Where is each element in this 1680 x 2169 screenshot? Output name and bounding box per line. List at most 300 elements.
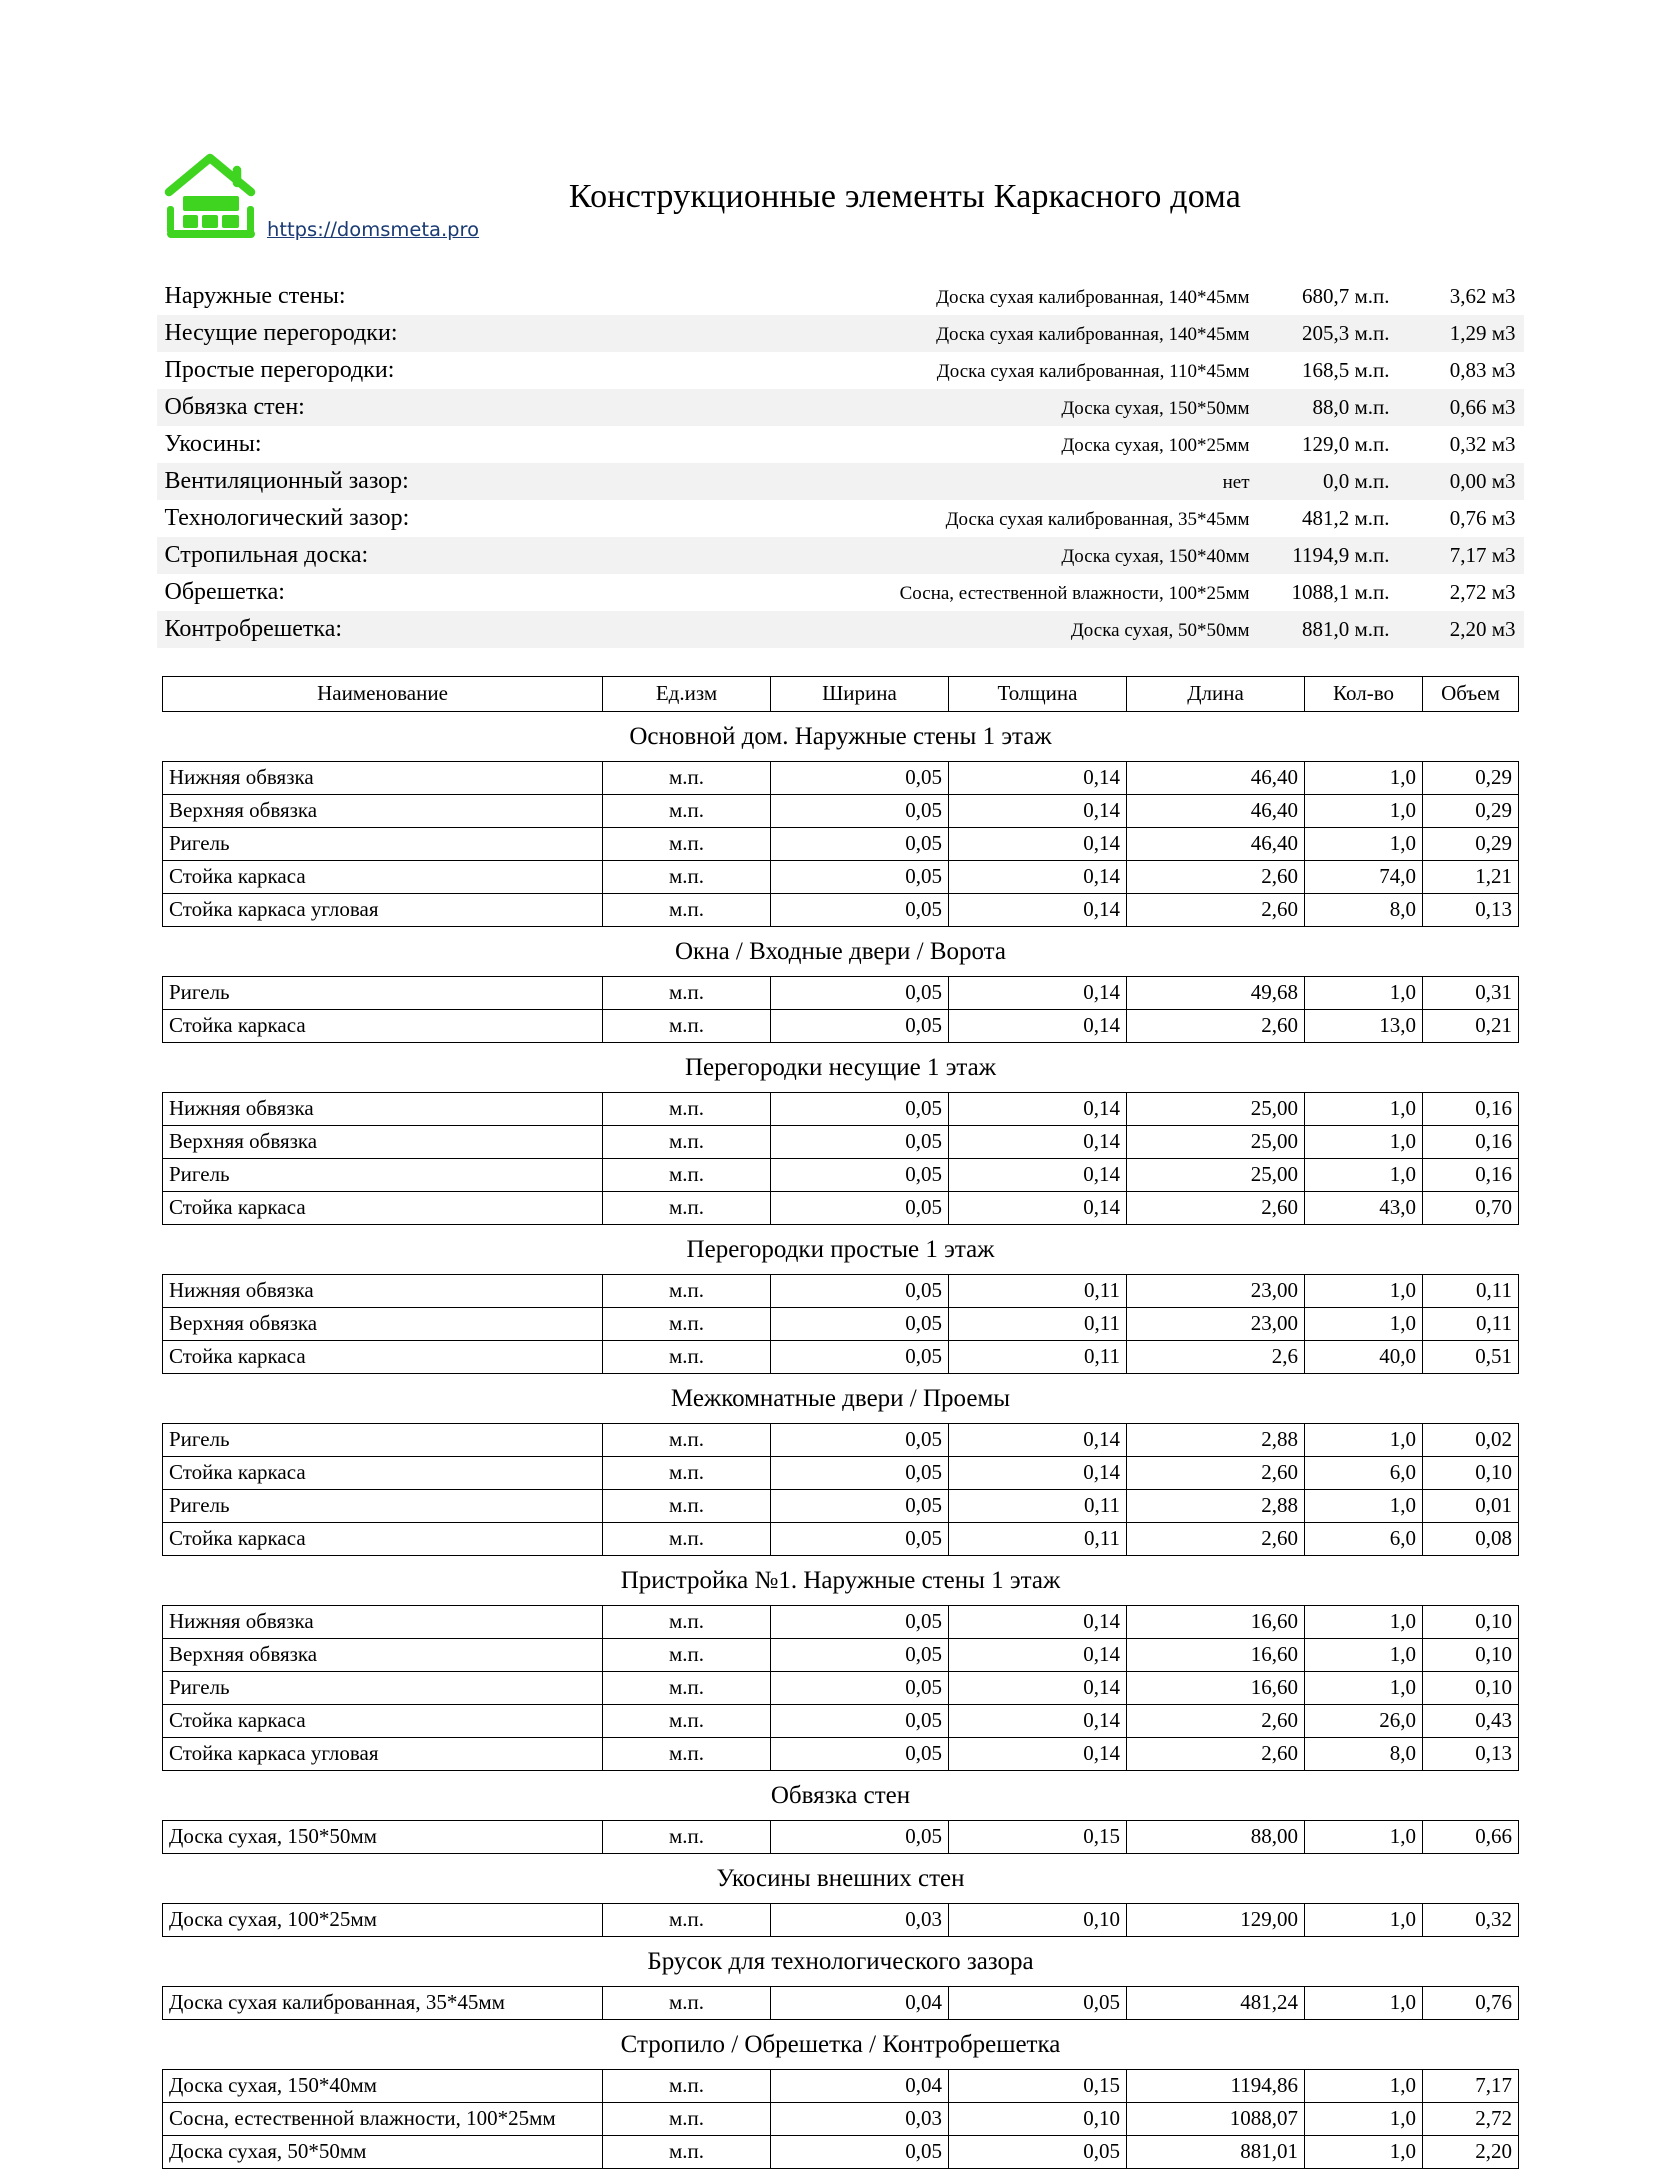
cell-length: 2,60 xyxy=(1127,1705,1305,1738)
cell-width: 0,05 xyxy=(771,1093,949,1126)
cell-name: Сосна, естественной влажности, 100*25мм xyxy=(163,2103,603,2136)
summary-label: Простые перегородки: xyxy=(164,357,395,383)
cell-unit: м.п. xyxy=(603,1159,771,1192)
cell-unit: м.п. xyxy=(603,1821,771,1854)
cell-name: Доска сухая, 150*40мм xyxy=(163,2070,603,2103)
cell-length: 2,88 xyxy=(1127,1424,1305,1457)
cell-volume: 0,70 xyxy=(1423,1192,1519,1225)
cell-quantity: 1,0 xyxy=(1305,1672,1423,1705)
column-header-1: Ед.изм xyxy=(603,677,771,712)
column-header-6: Объем xyxy=(1423,677,1519,712)
table-row xyxy=(163,1192,1519,1225)
summary-length: 205,3 м.п. xyxy=(1250,315,1396,352)
cell-thickness: 0,14 xyxy=(949,1639,1127,1672)
cell-thickness: 0,14 xyxy=(949,762,1127,795)
cell-length: 16,60 xyxy=(1127,1606,1305,1639)
section-title-row xyxy=(163,927,1519,977)
cell-length: 23,00 xyxy=(1127,1275,1305,1308)
table-row xyxy=(163,2103,1519,2136)
table-row xyxy=(163,1093,1519,1126)
summary-material: Доска сухая калиброванная, 140*45мм xyxy=(936,287,1250,308)
cell-thickness: 0,14 xyxy=(949,861,1127,894)
cell-width: 0,05 xyxy=(771,1738,949,1771)
cell-name: Стойка каркаса xyxy=(163,1523,603,1556)
section-title-row xyxy=(163,1771,1519,1821)
cell-width: 0,05 xyxy=(771,828,949,861)
cell-length: 2,60 xyxy=(1127,1457,1305,1490)
cell-width: 0,05 xyxy=(771,1424,949,1457)
table-row xyxy=(163,1424,1519,1457)
table-row xyxy=(163,894,1519,927)
summary-row xyxy=(157,389,1524,426)
cell-name: Стойка каркаса угловая xyxy=(163,1738,603,1771)
table-row xyxy=(163,1987,1519,2020)
column-header-0: Наименование xyxy=(163,677,603,712)
cell-quantity: 1,0 xyxy=(1305,2103,1423,2136)
cell-volume: 0,01 xyxy=(1423,1490,1519,1523)
cell-quantity: 8,0 xyxy=(1305,894,1423,927)
summary-length: 680,7 м.п. xyxy=(1301,284,1390,308)
table-row xyxy=(163,1457,1519,1490)
cell-unit: м.п. xyxy=(603,2103,771,2136)
cell-volume: 0,10 xyxy=(1423,1606,1519,1639)
section-title-row xyxy=(163,1043,1519,1093)
cell-quantity: 1,0 xyxy=(1305,1904,1423,1937)
cell-name: Ригель xyxy=(163,977,603,1010)
cell-name: Нижняя обвязка xyxy=(163,1275,603,1308)
cell-volume: 0,29 xyxy=(1423,795,1519,828)
cell-thickness: 0,05 xyxy=(949,2136,1127,2169)
summary-material: Доска сухая, 50*50мм xyxy=(785,611,1250,648)
table-row xyxy=(163,1010,1519,1043)
cell-quantity: 1,0 xyxy=(1305,1126,1423,1159)
cell-width: 0,05 xyxy=(771,795,949,828)
section-title-row xyxy=(163,1374,1519,1424)
cell-length: 2,60 xyxy=(1127,1192,1305,1225)
cell-unit: м.п. xyxy=(603,1010,771,1043)
cell-thickness: 0,15 xyxy=(949,2070,1127,2103)
cell-width: 0,05 xyxy=(771,1821,949,1854)
cell-thickness: 0,14 xyxy=(949,1705,1127,1738)
cell-thickness: 0,11 xyxy=(949,1308,1127,1341)
brand-url-link[interactable]: https://domsmeta.pro xyxy=(267,218,480,241)
cell-thickness: 0,10 xyxy=(949,1904,1127,1937)
summary-row xyxy=(157,352,1524,389)
cell-length: 25,00 xyxy=(1127,1159,1305,1192)
cell-name: Доска сухая, 150*50мм xyxy=(163,1821,603,1854)
cell-width: 0,05 xyxy=(771,1341,949,1374)
cell-name: Стойка каркаса xyxy=(163,1341,603,1374)
section-title: Основной дом. Наружные стены 1 этаж xyxy=(629,723,1052,750)
table-row xyxy=(163,977,1519,1010)
summary-length: 168,5 м.п. xyxy=(1301,358,1390,382)
cell-name: Стойка каркаса угловая xyxy=(163,894,603,927)
table-row xyxy=(163,1821,1519,1854)
cell-width: 0,05 xyxy=(771,1010,949,1043)
summary-length: 0,0 м.п. xyxy=(1250,463,1396,500)
cell-thickness: 0,14 xyxy=(949,1424,1127,1457)
summary-length: 1088,1 м.п. xyxy=(1291,580,1390,604)
cell-unit: м.п. xyxy=(603,977,771,1010)
summary-material: Доска сухая калиброванная, 140*45мм xyxy=(785,315,1250,352)
cell-volume: 2,72 xyxy=(1423,2103,1519,2136)
summary-label: Технологический зазор: xyxy=(164,505,410,531)
cell-quantity: 1,0 xyxy=(1305,1987,1423,2020)
cell-quantity: 1,0 xyxy=(1305,1606,1423,1639)
cell-volume: 0,66 xyxy=(1423,1821,1519,1854)
cell-quantity: 8,0 xyxy=(1305,1738,1423,1771)
section-title-row xyxy=(163,1556,1519,1606)
cell-quantity: 1,0 xyxy=(1305,1639,1423,1672)
table-row xyxy=(163,1341,1519,1374)
cell-thickness: 0,14 xyxy=(949,828,1127,861)
summary-material: нет xyxy=(785,463,1250,500)
section-title: Обвязка стен xyxy=(770,1782,911,1809)
table-row xyxy=(163,1126,1519,1159)
cell-length: 2,6 xyxy=(1127,1341,1305,1374)
cell-volume: 0,51 xyxy=(1423,1341,1519,1374)
cell-thickness: 0,14 xyxy=(949,1093,1127,1126)
cell-volume: 0,13 xyxy=(1423,894,1519,927)
cell-length: 2,60 xyxy=(1127,1010,1305,1043)
summary-volume: 0,76 м3 xyxy=(1449,506,1516,530)
summary-length: 88,0 м.п. xyxy=(1250,389,1396,426)
cell-volume: 0,16 xyxy=(1423,1126,1519,1159)
section-title: Окна / Входные двери / Ворота xyxy=(674,938,1006,965)
table-body xyxy=(163,712,1519,2169)
cell-quantity: 1,0 xyxy=(1305,1424,1423,1457)
cell-volume: 2,20 xyxy=(1423,2136,1519,2169)
cell-volume: 0,10 xyxy=(1423,1639,1519,1672)
summary-volume: 1,29 м3 xyxy=(1396,315,1524,352)
cell-width: 0,04 xyxy=(771,1987,949,2020)
cell-volume: 0,29 xyxy=(1423,762,1519,795)
cell-unit: м.п. xyxy=(603,2070,771,2103)
page-title: Конструкционные элементы Каркасного дома xyxy=(568,178,1242,215)
cell-volume: 0,16 xyxy=(1423,1159,1519,1192)
cell-name: Верхняя обвязка xyxy=(163,1308,603,1341)
cell-quantity: 1,0 xyxy=(1305,1275,1423,1308)
cell-quantity: 1,0 xyxy=(1305,2070,1423,2103)
summary-length: 881,0 м.п. xyxy=(1250,611,1396,648)
cell-name: Стойка каркаса xyxy=(163,1192,603,1225)
cell-quantity: 1,0 xyxy=(1305,1093,1423,1126)
cell-quantity: 13,0 xyxy=(1305,1010,1423,1043)
summary-volume: 0,32 м3 xyxy=(1449,432,1516,456)
summary-row xyxy=(157,574,1524,611)
section-title: Брусок для технологического зазора xyxy=(647,1948,1034,1975)
cell-length: 481,24 xyxy=(1127,1987,1305,2020)
summary-label: Обвязка стен: xyxy=(157,389,785,426)
summary-label: Контробрешетка: xyxy=(157,611,785,648)
document-page xyxy=(0,150,1680,2163)
summary-row xyxy=(157,315,1524,352)
cell-length: 46,40 xyxy=(1127,828,1305,861)
cell-volume: 0,32 xyxy=(1423,1904,1519,1937)
summary-material: Сосна, естественной влажности, 100*25мм xyxy=(899,583,1250,604)
section-title: Межкомнатные двери / Проемы xyxy=(670,1385,1011,1412)
cell-volume: 0,11 xyxy=(1423,1308,1519,1341)
section-title-row xyxy=(163,712,1519,762)
cell-name: Доска сухая, 50*50мм xyxy=(163,2136,603,2169)
cell-quantity: 1,0 xyxy=(1305,1159,1423,1192)
cell-name: Стойка каркаса xyxy=(163,861,603,894)
cell-length: 2,60 xyxy=(1127,861,1305,894)
summary-material: Доска сухая калиброванная, 110*45мм xyxy=(936,361,1250,382)
summary-list xyxy=(157,278,1524,648)
cell-name: Нижняя обвязка xyxy=(163,1606,603,1639)
cell-unit: м.п. xyxy=(603,1705,771,1738)
summary-material: Доска сухая, 150*40мм xyxy=(785,537,1250,574)
table-row xyxy=(163,1308,1519,1341)
column-header-3: Толщина xyxy=(949,677,1127,712)
cell-unit: м.п. xyxy=(603,1904,771,1937)
summary-row xyxy=(157,463,1524,500)
cell-volume: 0,21 xyxy=(1423,1010,1519,1043)
summary-length: 1194,9 м.п. xyxy=(1250,537,1396,574)
cell-length: 881,01 xyxy=(1127,2136,1305,2169)
cell-width: 0,03 xyxy=(771,1904,949,1937)
summary-row xyxy=(157,537,1524,574)
cell-thickness: 0,11 xyxy=(949,1341,1127,1374)
cell-unit: м.п. xyxy=(603,1192,771,1225)
summary-row xyxy=(157,278,1524,315)
cell-name: Нижняя обвязка xyxy=(163,762,603,795)
cell-name: Ригель xyxy=(163,1159,603,1192)
summary-volume: 0,66 м3 xyxy=(1396,389,1524,426)
cell-width: 0,05 xyxy=(771,1606,949,1639)
section-title-row xyxy=(163,1937,1519,1987)
section-title: Пристройка №1. Наружные стены 1 этаж xyxy=(620,1567,1061,1594)
cell-length: 46,40 xyxy=(1127,762,1305,795)
table-row xyxy=(163,1275,1519,1308)
table-row xyxy=(163,2136,1519,2169)
cell-length: 25,00 xyxy=(1127,1093,1305,1126)
table-row xyxy=(163,1672,1519,1705)
summary-volume: 2,72 м3 xyxy=(1449,580,1516,604)
section-title: Перегородки простые 1 этаж xyxy=(686,1236,995,1263)
cell-volume: 0,02 xyxy=(1423,1424,1519,1457)
summary-volume: 7,17 м3 xyxy=(1396,537,1524,574)
cell-width: 0,05 xyxy=(771,977,949,1010)
cell-width: 0,05 xyxy=(771,1457,949,1490)
cell-unit: м.п. xyxy=(603,795,771,828)
summary-label: Наружные стены: xyxy=(164,283,346,309)
summary-material: Доска сухая, 150*50мм xyxy=(785,389,1250,426)
cell-quantity: 1,0 xyxy=(1305,1490,1423,1523)
cell-length: 23,00 xyxy=(1127,1308,1305,1341)
table-row xyxy=(163,828,1519,861)
cell-length: 16,60 xyxy=(1127,1639,1305,1672)
cell-length: 2,88 xyxy=(1127,1490,1305,1523)
cell-unit: м.п. xyxy=(603,1523,771,1556)
cell-width: 0,05 xyxy=(771,1523,949,1556)
table-row xyxy=(163,861,1519,894)
section-title-row xyxy=(163,1225,1519,1275)
cell-thickness: 0,14 xyxy=(949,1126,1127,1159)
table-row xyxy=(163,1159,1519,1192)
cell-unit: м.п. xyxy=(603,1341,771,1374)
cell-thickness: 0,11 xyxy=(949,1490,1127,1523)
cell-width: 0,05 xyxy=(771,861,949,894)
summary-volume: 0,00 м3 xyxy=(1396,463,1524,500)
summary-label: Укосины: xyxy=(164,431,262,457)
cell-length: 2,60 xyxy=(1127,1738,1305,1771)
summary-label: Обрешетка: xyxy=(164,579,285,605)
cell-width: 0,05 xyxy=(771,1159,949,1192)
cell-quantity: 1,0 xyxy=(1305,977,1423,1010)
cell-quantity: 1,0 xyxy=(1305,828,1423,861)
cell-length: 2,60 xyxy=(1127,1523,1305,1556)
summary-length: 129,0 м.п. xyxy=(1301,432,1390,456)
cell-length: 46,40 xyxy=(1127,795,1305,828)
table-row xyxy=(163,2070,1519,2103)
summary-row xyxy=(157,611,1524,648)
cell-name: Ригель xyxy=(163,828,603,861)
cell-thickness: 0,15 xyxy=(949,1821,1127,1854)
summary-material: Доска сухая, 100*25мм xyxy=(1061,435,1250,456)
cell-name: Ригель xyxy=(163,1424,603,1457)
cell-length: 49,68 xyxy=(1127,977,1305,1010)
components-table-wrap xyxy=(162,676,1518,2169)
cell-unit: м.п. xyxy=(603,1987,771,2020)
cell-quantity: 74,0 xyxy=(1305,861,1423,894)
cell-quantity: 43,0 xyxy=(1305,1192,1423,1225)
cell-thickness: 0,14 xyxy=(949,894,1127,927)
summary-volume: 2,20 м3 xyxy=(1396,611,1524,648)
cell-length: 25,00 xyxy=(1127,1126,1305,1159)
cell-volume: 0,16 xyxy=(1423,1093,1519,1126)
cell-thickness: 0,10 xyxy=(949,2103,1127,2136)
column-header-5: Кол-во xyxy=(1305,677,1423,712)
cell-width: 0,05 xyxy=(771,1126,949,1159)
cell-width: 0,05 xyxy=(771,1275,949,1308)
cell-name: Ригель xyxy=(163,1490,603,1523)
cell-quantity: 1,0 xyxy=(1305,1308,1423,1341)
cell-width: 0,05 xyxy=(771,1308,949,1341)
cell-quantity: 6,0 xyxy=(1305,1457,1423,1490)
document-header xyxy=(0,150,1680,278)
cell-thickness: 0,14 xyxy=(949,977,1127,1010)
cell-thickness: 0,11 xyxy=(949,1275,1127,1308)
cell-unit: м.п. xyxy=(603,828,771,861)
cell-length: 1194,86 xyxy=(1127,2070,1305,2103)
cell-name: Стойка каркаса xyxy=(163,1457,603,1490)
table-head xyxy=(163,677,1519,712)
cell-thickness: 0,14 xyxy=(949,1606,1127,1639)
table-row xyxy=(163,1639,1519,1672)
summary-length: 481,2 м.п. xyxy=(1301,506,1390,530)
cell-width: 0,05 xyxy=(771,894,949,927)
cell-name: Нижняя обвязка xyxy=(163,1093,603,1126)
cell-quantity: 26,0 xyxy=(1305,1705,1423,1738)
summary-material: Доска сухая калиброванная, 35*45мм xyxy=(945,509,1250,530)
cell-quantity: 40,0 xyxy=(1305,1341,1423,1374)
cell-thickness: 0,14 xyxy=(949,795,1127,828)
cell-volume: 0,76 xyxy=(1423,1987,1519,2020)
table-row xyxy=(163,795,1519,828)
summary-volume: 3,62 м3 xyxy=(1449,284,1516,308)
cell-name: Ригель xyxy=(163,1672,603,1705)
cell-unit: м.п. xyxy=(603,1606,771,1639)
summary-row xyxy=(157,500,1524,537)
cell-quantity: 1,0 xyxy=(1305,795,1423,828)
cell-unit: м.п. xyxy=(603,1275,771,1308)
cell-unit: м.п. xyxy=(603,762,771,795)
table-row xyxy=(163,762,1519,795)
cell-thickness: 0,14 xyxy=(949,1159,1127,1192)
cell-thickness: 0,14 xyxy=(949,1010,1127,1043)
cell-unit: м.п. xyxy=(603,894,771,927)
cell-unit: м.п. xyxy=(603,1308,771,1341)
cell-name: Верхняя обвязка xyxy=(163,795,603,828)
cell-width: 0,04 xyxy=(771,2070,949,2103)
cell-width: 0,05 xyxy=(771,1490,949,1523)
section-title-row xyxy=(163,2020,1519,2070)
cell-unit: м.п. xyxy=(603,1457,771,1490)
cell-thickness: 0,11 xyxy=(949,1523,1127,1556)
table-row xyxy=(163,1490,1519,1523)
cell-unit: м.п. xyxy=(603,1490,771,1523)
cell-unit: м.п. xyxy=(603,1672,771,1705)
cell-length: 129,00 xyxy=(1127,1904,1305,1937)
table-row xyxy=(163,1705,1519,1738)
cell-thickness: 0,05 xyxy=(949,1987,1127,2020)
cell-unit: м.п. xyxy=(603,1424,771,1457)
cell-name: Верхняя обвязка xyxy=(163,1639,603,1672)
cell-quantity: 1,0 xyxy=(1305,1821,1423,1854)
cell-unit: м.п. xyxy=(603,1738,771,1771)
cell-length: 88,00 xyxy=(1127,1821,1305,1854)
cell-width: 0,05 xyxy=(771,1672,949,1705)
cell-width: 0,05 xyxy=(771,762,949,795)
cell-volume: 0,10 xyxy=(1423,1672,1519,1705)
cell-volume: 0,43 xyxy=(1423,1705,1519,1738)
column-header-4: Длина xyxy=(1127,677,1305,712)
cell-width: 0,05 xyxy=(771,1639,949,1672)
summary-label: Несущие перегородки: xyxy=(157,315,785,352)
cell-unit: м.п. xyxy=(603,1093,771,1126)
cell-thickness: 0,14 xyxy=(949,1672,1127,1705)
section-title-row xyxy=(163,1854,1519,1904)
cell-volume: 0,08 xyxy=(1423,1523,1519,1556)
cell-name: Верхняя обвязка xyxy=(163,1126,603,1159)
cell-unit: м.п. xyxy=(603,1639,771,1672)
cell-width: 0,05 xyxy=(771,2136,949,2169)
table-header-row xyxy=(163,677,1519,712)
cell-thickness: 0,14 xyxy=(949,1192,1127,1225)
cell-length: 16,60 xyxy=(1127,1672,1305,1705)
cell-name: Доска сухая калиброванная, 35*45мм xyxy=(163,1987,603,2020)
cell-width: 0,05 xyxy=(771,1705,949,1738)
cell-unit: м.п. xyxy=(603,1126,771,1159)
summary-row xyxy=(157,426,1524,463)
summary-label: Вентиляционный зазор: xyxy=(157,463,785,500)
cell-width: 0,05 xyxy=(771,1192,949,1225)
cell-volume: 0,13 xyxy=(1423,1738,1519,1771)
summary-volume: 0,83 м3 xyxy=(1449,358,1516,382)
section-title: Укосины внешних стен xyxy=(716,1865,965,1892)
cell-volume: 0,31 xyxy=(1423,977,1519,1010)
cell-volume: 0,29 xyxy=(1423,828,1519,861)
components-table xyxy=(162,676,1519,2169)
cell-length: 1088,07 xyxy=(1127,2103,1305,2136)
summary-label: Стропильная доска: xyxy=(157,537,785,574)
cell-quantity: 1,0 xyxy=(1305,2136,1423,2169)
cell-name: Стойка каркаса xyxy=(163,1010,603,1043)
cell-volume: 7,17 xyxy=(1423,2070,1519,2103)
cell-name: Стойка каркаса xyxy=(163,1705,603,1738)
